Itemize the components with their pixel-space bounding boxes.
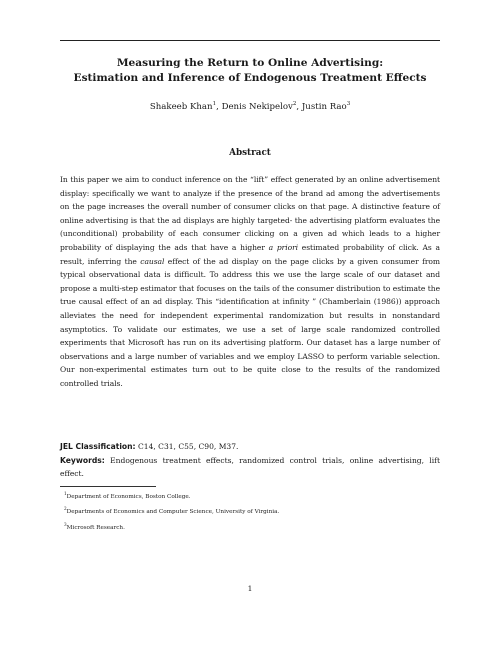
abstract-text: estimated probability of click. As a result, inferring the bbox=[60, 242, 440, 266]
abstract-text: In this paper we aim to conduct inference on the “lift” effect generated by an online advertisement display: specifically we want to analyze if the presence of the brand ad among the advertisements on the page increases the overall number of consumer clicks on that page. A distinctive feature of online advertising is that the ad displays are highly targeted- the advertising platform evaluates the (unconditional) probability of each consumer clicking on a given ad which leads to a higher probability of displaying the ads that have a higher bbox=[60, 175, 440, 252]
paper-title bbox=[40, 56, 460, 86]
footnote-mark: 3 bbox=[64, 521, 67, 527]
abstract-text: effect of the ad display on the page clicks by a given consumer from typical observational data is difficult. To address this we use the large scale of our dataset and propose a multi-step estimator that focuses on the tails of the consumer distribution to estimate the true causal effect of an ad display. This “identification at infinity ” (Chamberlain (1986)) approach alleviates the need for independent experimental randomization but results in nonstandard asymptotics. To validate our estimates, we use a set of large scale randomized controlled experiments that Microsoft has run on its advertising platform. Our dataset has a large number of observations and a large number of variables and we employ LASSO to perform variable selection. Our non-experimental estimates turn out to be quite close to the results of the randomized controlled trials. bbox=[60, 256, 441, 388]
abstract-body bbox=[60, 173, 440, 391]
jel-label: JEL Classification: bbox=[60, 442, 136, 451]
footnote bbox=[64, 488, 440, 503]
footnote bbox=[64, 503, 440, 518]
author-list: Shakeeb Khan$^1$, Denis Nekipelov$^2$, Justin Rao$^3$ bbox=[149, 101, 351, 112]
author-footnote-mark: 3 bbox=[346, 101, 351, 107]
classification-block bbox=[60, 440, 440, 481]
footnote-text: Department of Economics, Boston College. bbox=[66, 494, 191, 500]
top-rule bbox=[60, 40, 440, 41]
abstract-heading: Abstract bbox=[229, 148, 271, 158]
title-line-2: Estimation and Inference of Endogenous Treatment Effects bbox=[73, 72, 427, 84]
author-footnote-mark: 2 bbox=[292, 101, 297, 107]
page-number: 1 bbox=[247, 584, 253, 593]
abstract-italic-text: causal bbox=[140, 256, 165, 266]
author-footnote-mark: 1 bbox=[212, 101, 217, 107]
author-name: Justin Rao bbox=[301, 102, 347, 112]
keywords-line bbox=[60, 454, 440, 481]
footnote-text: Departments of Economics and Computer Science, University of Virginia. bbox=[66, 509, 280, 516]
keywords-text: Endogenous treatment effects, randomized control trials, online advertising, lift effect. bbox=[60, 455, 440, 479]
footnote-rule bbox=[60, 486, 156, 487]
jel-classification bbox=[60, 440, 440, 454]
footnote bbox=[64, 519, 440, 534]
footnote-text: Microsoft Research. bbox=[66, 524, 125, 531]
footnotes bbox=[64, 488, 440, 534]
abstract-italic-text: a priori bbox=[268, 242, 298, 252]
footnote-mark: 2 bbox=[64, 506, 67, 512]
title-line-1: Measuring the Return to Online Advertising: bbox=[116, 57, 384, 69]
keywords-label: Keywords: bbox=[60, 455, 105, 465]
author-name: Shakeeb Khan bbox=[149, 102, 213, 112]
author-name: Denis Nekipelov bbox=[221, 102, 293, 112]
footnote-mark: 1 bbox=[64, 491, 67, 496]
jel-codes: C14, C31, C55, C90, M37. bbox=[138, 442, 239, 451]
